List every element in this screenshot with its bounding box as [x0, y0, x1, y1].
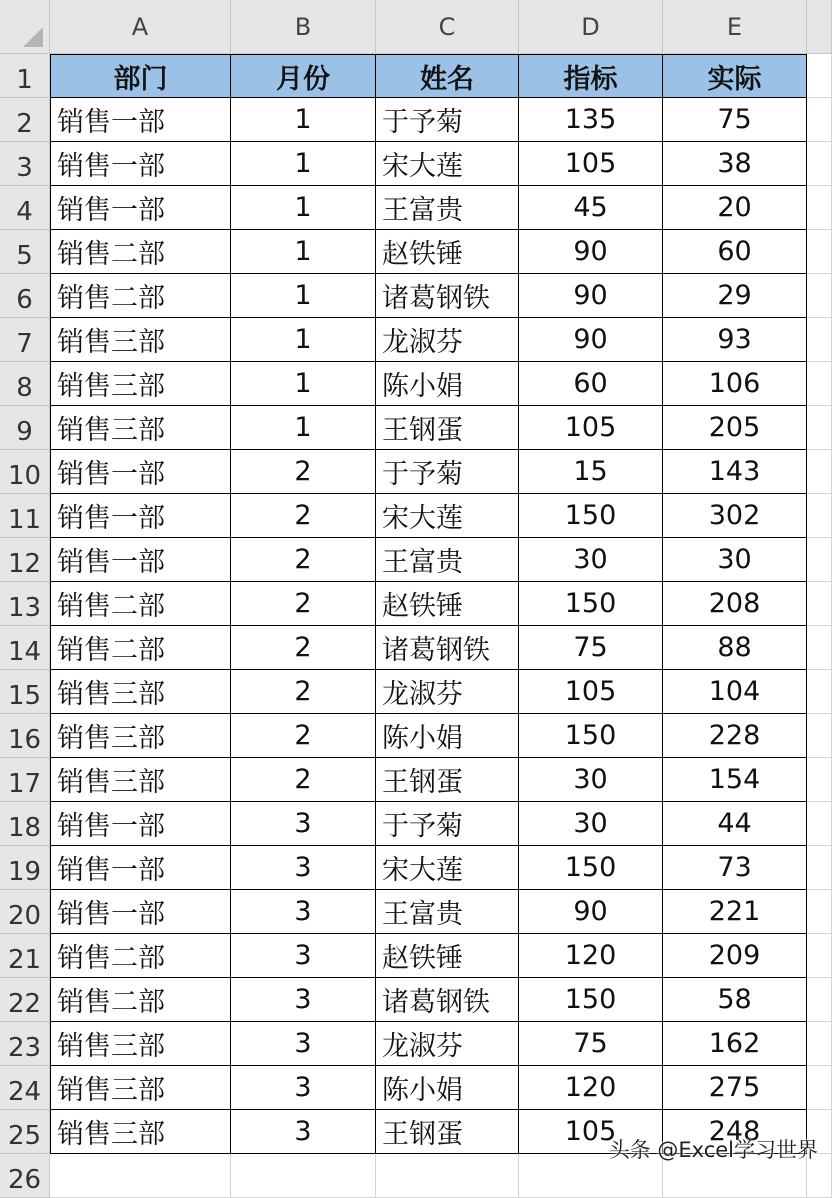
table-cell[interactable]: 205 [663, 406, 807, 450]
table-cell[interactable]: 销售一部 [50, 142, 231, 186]
table-cell[interactable]: 2 [231, 670, 376, 714]
table-cell[interactable]: 赵铁锤 [376, 230, 519, 274]
table-cell[interactable]: 销售三部 [50, 1066, 231, 1110]
table-cell[interactable]: 104 [663, 670, 807, 714]
empty-cell[interactable] [807, 802, 832, 846]
table-cell[interactable]: 3 [231, 978, 376, 1022]
table-cell[interactable]: 宋大莲 [376, 142, 519, 186]
row-header-19[interactable]: 19 [0, 846, 50, 890]
empty-cell[interactable] [807, 54, 832, 98]
table-cell[interactable]: 销售二部 [50, 274, 231, 318]
row-header-8[interactable]: 8 [0, 362, 50, 406]
table-cell[interactable]: 1 [231, 274, 376, 318]
table-cell[interactable]: 150 [519, 978, 663, 1022]
empty-cell[interactable] [807, 406, 832, 450]
row-header-10[interactable]: 10 [0, 450, 50, 494]
table-cell[interactable]: 154 [663, 758, 807, 802]
table-cell[interactable]: 宋大莲 [376, 846, 519, 890]
row-header-26[interactable]: 26 [0, 1154, 50, 1198]
table-cell[interactable]: 2 [231, 538, 376, 582]
row-header-4[interactable]: 4 [0, 186, 50, 230]
column-header-a[interactable]: A [50, 0, 231, 54]
row-header-25[interactable]: 25 [0, 1110, 50, 1154]
table-cell[interactable]: 于予菊 [376, 98, 519, 142]
row-header-22[interactable]: 22 [0, 978, 50, 1022]
row-header-3[interactable]: 3 [0, 142, 50, 186]
row-header-20[interactable]: 20 [0, 890, 50, 934]
empty-cell[interactable] [807, 538, 832, 582]
table-cell[interactable]: 王富贵 [376, 186, 519, 230]
table-cell[interactable]: 龙淑芬 [376, 670, 519, 714]
table-cell[interactable]: 诸葛钢铁 [376, 274, 519, 318]
table-cell[interactable]: 销售三部 [50, 318, 231, 362]
table-cell[interactable]: 王富贵 [376, 890, 519, 934]
empty-cell[interactable] [807, 450, 832, 494]
table-cell[interactable]: 150 [519, 582, 663, 626]
table-cell[interactable]: 90 [519, 890, 663, 934]
table-cell[interactable]: 销售二部 [50, 230, 231, 274]
table-cell[interactable]: 15 [519, 450, 663, 494]
column-header-e[interactable]: E [663, 0, 807, 54]
row-header-21[interactable]: 21 [0, 934, 50, 978]
table-cell[interactable]: 1 [231, 362, 376, 406]
empty-cell[interactable] [807, 846, 832, 890]
empty-cell[interactable] [807, 186, 832, 230]
table-cell[interactable]: 宋大莲 [376, 494, 519, 538]
table-cell[interactable]: 王钢蛋 [376, 406, 519, 450]
table-cell[interactable]: 75 [519, 1022, 663, 1066]
table-cell[interactable]: 30 [519, 802, 663, 846]
empty-cell[interactable] [807, 98, 832, 142]
table-cell[interactable]: 销售一部 [50, 494, 231, 538]
table-cell[interactable]: 29 [663, 274, 807, 318]
table-cell[interactable]: 30 [519, 538, 663, 582]
table-cell[interactable]: 王富贵 [376, 538, 519, 582]
table-cell[interactable]: 2 [231, 494, 376, 538]
table-cell[interactable]: 150 [519, 494, 663, 538]
select-all-corner[interactable] [0, 0, 50, 54]
table-cell[interactable]: 诸葛钢铁 [376, 978, 519, 1022]
table-cell[interactable]: 3 [231, 1022, 376, 1066]
table-cell[interactable]: 38 [663, 142, 807, 186]
empty-cell[interactable] [50, 1154, 231, 1198]
table-cell[interactable]: 3 [231, 846, 376, 890]
table-cell[interactable]: 90 [519, 274, 663, 318]
table-cell[interactable]: 赵铁锤 [376, 582, 519, 626]
empty-cell[interactable] [807, 714, 832, 758]
table-cell[interactable]: 王钢蛋 [376, 1110, 519, 1154]
row-header-2[interactable]: 2 [0, 98, 50, 142]
column-header-c[interactable]: C [376, 0, 519, 54]
row-header-23[interactable]: 23 [0, 1022, 50, 1066]
row-header-14[interactable]: 14 [0, 626, 50, 670]
table-cell[interactable]: 105 [519, 670, 663, 714]
table-cell[interactable]: 销售三部 [50, 362, 231, 406]
table-cell[interactable]: 王钢蛋 [376, 758, 519, 802]
row-header-16[interactable]: 16 [0, 714, 50, 758]
table-cell[interactable]: 93 [663, 318, 807, 362]
table-cell[interactable]: 1 [231, 98, 376, 142]
table-cell[interactable]: 于予菊 [376, 450, 519, 494]
column-header-d[interactable]: D [519, 0, 663, 54]
empty-cell[interactable] [807, 1066, 832, 1110]
table-cell[interactable]: 2 [231, 450, 376, 494]
table-cell[interactable]: 销售三部 [50, 758, 231, 802]
row-header-12[interactable]: 12 [0, 538, 50, 582]
table-cell[interactable]: 赵铁锤 [376, 934, 519, 978]
empty-cell[interactable] [807, 582, 832, 626]
empty-cell[interactable] [807, 142, 832, 186]
empty-cell[interactable] [231, 1154, 376, 1198]
header-cell-a[interactable]: 部门 [50, 54, 231, 98]
table-cell[interactable]: 105 [519, 1110, 663, 1154]
empty-cell[interactable] [376, 1154, 519, 1198]
empty-cell[interactable] [807, 274, 832, 318]
table-cell[interactable]: 1 [231, 142, 376, 186]
table-cell[interactable]: 销售一部 [50, 98, 231, 142]
row-header-5[interactable]: 5 [0, 230, 50, 274]
table-cell[interactable]: 销售二部 [50, 978, 231, 1022]
empty-cell[interactable] [807, 1022, 832, 1066]
empty-cell[interactable] [807, 978, 832, 1022]
table-cell[interactable]: 陈小娟 [376, 1066, 519, 1110]
row-header-15[interactable]: 15 [0, 670, 50, 714]
header-cell-e[interactable]: 实际 [663, 54, 807, 98]
table-cell[interactable]: 3 [231, 890, 376, 934]
table-cell[interactable]: 销售一部 [50, 186, 231, 230]
table-cell[interactable]: 20 [663, 186, 807, 230]
empty-cell[interactable] [807, 626, 832, 670]
table-cell[interactable]: 销售一部 [50, 802, 231, 846]
table-cell[interactable]: 60 [663, 230, 807, 274]
table-cell[interactable]: 73 [663, 846, 807, 890]
table-cell[interactable]: 诸葛钢铁 [376, 626, 519, 670]
table-cell[interactable]: 销售二部 [50, 626, 231, 670]
empty-cell[interactable] [807, 494, 832, 538]
table-cell[interactable]: 陈小娟 [376, 362, 519, 406]
table-cell[interactable]: 2 [231, 714, 376, 758]
table-cell[interactable]: 陈小娟 [376, 714, 519, 758]
column-header-f[interactable] [807, 0, 832, 54]
table-cell[interactable]: 302 [663, 494, 807, 538]
row-header-18[interactable]: 18 [0, 802, 50, 846]
table-cell[interactable]: 销售三部 [50, 406, 231, 450]
table-cell[interactable]: 90 [519, 230, 663, 274]
table-cell[interactable]: 2 [231, 758, 376, 802]
table-cell[interactable]: 150 [519, 846, 663, 890]
table-cell[interactable]: 209 [663, 934, 807, 978]
table-cell[interactable]: 162 [663, 1022, 807, 1066]
table-cell[interactable]: 1 [231, 186, 376, 230]
table-cell[interactable]: 龙淑芬 [376, 1022, 519, 1066]
table-cell[interactable]: 120 [519, 934, 663, 978]
table-cell[interactable]: 销售一部 [50, 450, 231, 494]
row-header-11[interactable]: 11 [0, 494, 50, 538]
table-cell[interactable]: 150 [519, 714, 663, 758]
table-cell[interactable]: 1 [231, 318, 376, 362]
select-all-icon [23, 27, 43, 47]
empty-cell[interactable] [807, 890, 832, 934]
table-cell[interactable]: 1 [231, 230, 376, 274]
table-cell[interactable]: 75 [663, 98, 807, 142]
table-cell[interactable]: 75 [519, 626, 663, 670]
table-cell[interactable]: 销售三部 [50, 1022, 231, 1066]
table-cell[interactable]: 销售一部 [50, 890, 231, 934]
table-cell[interactable]: 销售三部 [50, 670, 231, 714]
table-cell[interactable]: 208 [663, 582, 807, 626]
table-cell[interactable]: 221 [663, 890, 807, 934]
table-cell[interactable]: 销售三部 [50, 1110, 231, 1154]
header-cell-b[interactable]: 月份 [231, 54, 376, 98]
row-header-13[interactable]: 13 [0, 582, 50, 626]
table-cell[interactable]: 106 [663, 362, 807, 406]
row-header-1[interactable]: 1 [0, 54, 50, 98]
table-cell[interactable]: 销售三部 [50, 714, 231, 758]
watermark-text: 头条 @Excel学习世界 [608, 1138, 818, 1162]
table-cell[interactable]: 3 [231, 802, 376, 846]
table-cell[interactable]: 90 [519, 318, 663, 362]
row-header-17[interactable]: 17 [0, 758, 50, 802]
empty-cell[interactable] [807, 758, 832, 802]
table-cell[interactable]: 1 [231, 406, 376, 450]
table-cell[interactable]: 30 [663, 538, 807, 582]
table-cell[interactable]: 3 [231, 934, 376, 978]
table-cell[interactable]: 30 [519, 758, 663, 802]
header-cell-d[interactable]: 指标 [519, 54, 663, 98]
empty-cell[interactable] [807, 230, 832, 274]
table-cell[interactable]: 于予菊 [376, 802, 519, 846]
table-cell[interactable]: 45 [519, 186, 663, 230]
row-header-7[interactable]: 7 [0, 318, 50, 362]
empty-cell[interactable] [807, 670, 832, 714]
table-cell[interactable]: 58 [663, 978, 807, 1022]
row-header-24[interactable]: 24 [0, 1066, 50, 1110]
table-cell[interactable]: 3 [231, 1110, 376, 1154]
table-cell[interactable]: 143 [663, 450, 807, 494]
empty-cell[interactable] [807, 362, 832, 406]
table-cell[interactable]: 2 [231, 582, 376, 626]
row-header-6[interactable]: 6 [0, 274, 50, 318]
table-cell[interactable]: 销售一部 [50, 538, 231, 582]
table-cell[interactable]: 105 [519, 142, 663, 186]
table-cell[interactable]: 105 [519, 406, 663, 450]
table-cell[interactable]: 3 [231, 1066, 376, 1110]
table-cell[interactable]: 销售二部 [50, 934, 231, 978]
table-cell[interactable]: 2 [231, 626, 376, 670]
table-cell[interactable]: 248 [663, 1110, 807, 1154]
table-cell[interactable]: 销售二部 [50, 582, 231, 626]
table-cell[interactable]: 44 [663, 802, 807, 846]
header-cell-c[interactable]: 姓名 [376, 54, 519, 98]
column-header-b[interactable]: B [231, 0, 376, 54]
table-cell[interactable]: 60 [519, 362, 663, 406]
table-cell[interactable]: 120 [519, 1066, 663, 1110]
row-header-9[interactable]: 9 [0, 406, 50, 450]
table-cell[interactable]: 销售一部 [50, 846, 231, 890]
empty-cell[interactable] [807, 934, 832, 978]
empty-cell[interactable] [807, 318, 832, 362]
table-cell[interactable]: 龙淑芬 [376, 318, 519, 362]
table-cell[interactable]: 88 [663, 626, 807, 670]
table-cell[interactable]: 275 [663, 1066, 807, 1110]
table-cell[interactable]: 228 [663, 714, 807, 758]
table-cell[interactable]: 135 [519, 98, 663, 142]
